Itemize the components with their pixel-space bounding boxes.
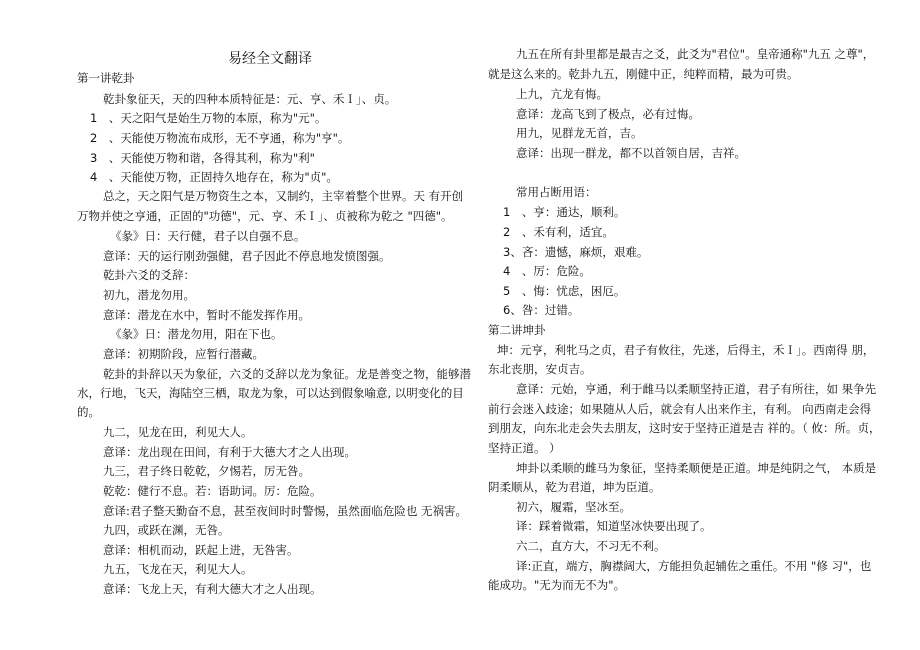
paragraph-line: 意译：相机而动，跃起上进，无咎害。 <box>103 543 299 557</box>
paragraph-line: 初六，履霜，坚冰至。 <box>516 500 631 514</box>
section-heading-qian: 第一讲乾卦 <box>77 71 135 85</box>
list-item: 4 、厉：危险。 <box>503 264 591 278</box>
paragraph-line: 意译:君子整天勤奋不息，甚至夜间时时警惕，虽然面临危险也 无祸害。 <box>103 504 468 518</box>
list-item: 6、咎：过错。 <box>503 303 580 317</box>
document-title: 易经全文翻译 <box>228 51 312 67</box>
paragraph-line: 意译：龙出现在田间，有利于大德大才之人出现。 <box>103 445 356 459</box>
list-item: 1 、天之阳气是始生万物的本原，称为"元"。 <box>90 111 327 125</box>
paragraph-line: 九四，或跃在渊，无咎。 <box>103 523 230 537</box>
paragraph-line: 九三，君子终日乾乾，夕惕若，厉无咎。 <box>103 464 310 478</box>
paragraph-line: 的。 <box>77 405 100 419</box>
paragraph-line: 意译：飞龙上天，有利大德大才之人出现。 <box>103 582 322 596</box>
paragraph-line: 乾乾：健行不息。若：语助词。厉：危险。 <box>103 484 322 498</box>
paragraph-line: 水，行地，飞天，海陆空三栖，取龙为象，可以达到假象喻意, 以明变化的目 <box>77 386 464 400</box>
paragraph-line: 意译：龙高飞到了极点，必有过悔。 <box>516 107 700 121</box>
paragraph-line: 到朋友，向东北走会失去朋友，这时安于坚持正道是吉 祥的。（ 攸：所。贞， <box>488 421 881 435</box>
list-item: 2 、禾有利，适宜。 <box>503 225 614 239</box>
paragraph-line: 九二，见龙在田，利见大人。 <box>103 425 253 439</box>
paragraph-line: 初九，潜龙勿用。 <box>103 288 195 302</box>
paragraph-line: 用九，见群龙无首，吉。 <box>516 126 643 140</box>
list-item: 3 、天能使万物和谐，各得其利，称为"利" <box>90 151 315 165</box>
paragraph-line: 东北丧朋，安贞吉。 <box>488 362 592 376</box>
paragraph-line: 译：踩着微霜，知道坚冰快要出现了。 <box>516 519 712 533</box>
paragraph-line: 《彖》日：天行健，君子以自强不息。 <box>110 229 306 243</box>
paragraph-line: 坤：元亨，利牝马之贞，君子有攸往，先迷，后得主，禾Ｉ」。西南得 朋， <box>497 343 875 357</box>
paragraph-line: 总之，天之阳气是万物资生之本，又制约，主宰着整个世界。天 有开创 <box>103 189 464 203</box>
paragraph-line: 《彖》日：潜龙勿用，阳在下也。 <box>110 327 283 341</box>
paragraph-line: 上九，亢龙有悔。 <box>516 87 608 101</box>
paragraph-line: 意译：潜龙在水中，暂时不能发挥作用。 <box>103 308 310 322</box>
paragraph-line: 九五，飞龙在天，利见大人。 <box>103 562 253 576</box>
list-item: 5 、悔：忧虑，困厄。 <box>503 284 626 298</box>
paragraph-line: 就是这么来的。乾卦九五，刚健中正，纯粹而精，最为可贵。 <box>488 67 799 81</box>
paragraph-line: 意译：元始，亨通，利于雌马以柔顺坚持正道，君子有所往，如 果争先 <box>516 382 877 396</box>
paragraph-line: 意译：天的运行刚劲强健，君子因此不停息地发愤图强。 <box>103 249 391 263</box>
paragraph-line: 九五在所有卦里都是最吉之爻，此爻为"君位"。皇帝通称"九五 之尊"， <box>516 47 875 61</box>
section-heading-kun: 第二讲坤卦 <box>488 323 546 337</box>
list-item: 4 、天能使万物，正固持久地存在，称为"贞"。 <box>90 170 338 184</box>
list-item: 1 、亨：通达，顺利。 <box>503 205 626 219</box>
paragraph-line: 能成功。"无为而无不为"。 <box>488 578 626 592</box>
paragraph-line: 前行会迷入歧途；如果随从人后，就会有人出来作主，有利。 向西南走会得 <box>488 402 872 416</box>
paragraph-line: 坤卦以柔顺的雌马为象征，坚持柔顺便是正道。坤是纯阴之气， 本质是 <box>516 461 877 475</box>
paragraph-line: 常用占断用语： <box>516 185 597 199</box>
paragraph-line: 坚持正道。 ） <box>488 441 561 455</box>
paragraph-line: 意译：初期阶段，应暂行潜藏。 <box>103 347 264 361</box>
paragraph-line: 乾卦象征天，天的四种本质特征是：元、亨、禾Ｉ」、贞。 <box>103 92 397 106</box>
paragraph-line: 乾卦六爻的爻辞： <box>103 268 195 282</box>
list-item: 3、吝：遗憾，麻烦，艰难。 <box>503 245 649 259</box>
list-item: 2 、天能使万物流布成形，无不亨通，称为"亨"。 <box>90 131 350 145</box>
paragraph-line: 万物并使之亨通，正固的"功德"，元、亨、禾Ｉ」、贞被称为乾之 "四德"。 <box>77 209 453 223</box>
paragraph-line: 译:正直，端方，胸襟阔大，方能担负起辅佐之重任。不用 "修 习"，也 <box>516 559 872 573</box>
paragraph-line: 乾卦的卦辞以天为象征，六爻的爻辞以龙为象征。龙是善变之物，能够潜 <box>103 367 471 381</box>
paragraph-line: 意译：出现一群龙，都不以首领自居，吉祥。 <box>516 146 746 160</box>
paragraph-line: 阴柔顺从，乾为君道，坤为臣道。 <box>488 480 661 494</box>
paragraph-line: 六二，直方大，不习无不利。 <box>516 539 666 553</box>
